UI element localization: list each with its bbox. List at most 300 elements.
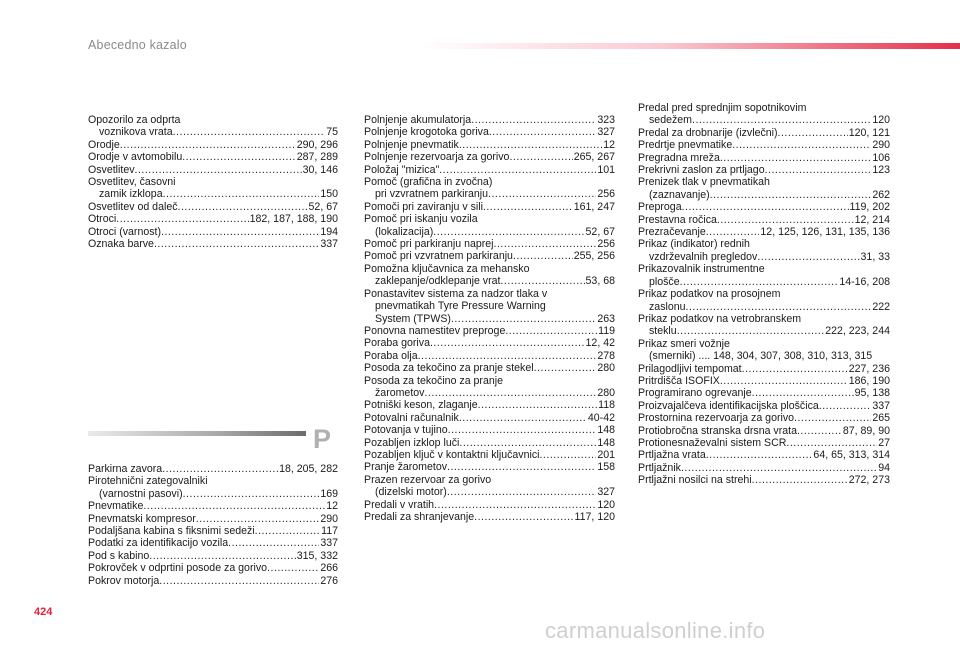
index-entry-line	[88, 575, 338, 587]
dot-leader	[459, 412, 587, 424]
index-entry	[88, 139, 338, 151]
index-entry-pages: 194	[320, 225, 338, 238]
index-entry-pages: 12	[603, 138, 615, 151]
index-entry-line	[364, 164, 615, 176]
index-entry-line	[364, 511, 615, 523]
index-entry-pages: 117	[321, 525, 338, 538]
index-entry	[638, 139, 890, 151]
index-entry-term: Pod s kabino	[88, 549, 150, 562]
index-entry	[364, 288, 615, 325]
index-entry-pages: 186, 190	[848, 374, 890, 387]
index-entry-line	[638, 214, 890, 226]
index-column-o-entries	[88, 114, 338, 250]
index-entry-continuation	[88, 126, 338, 138]
index-entry	[364, 126, 615, 138]
index-column-p-entries	[88, 463, 338, 587]
index-entry-pages: 150	[320, 188, 338, 201]
index-entry-term: Opozorilo za odprta	[88, 114, 181, 126]
index-entry-line	[364, 449, 615, 461]
index-entry-pages: 227, 236	[848, 362, 890, 375]
index-column-middle	[364, 114, 615, 523]
index-entry	[638, 363, 890, 375]
index-entry-line	[88, 525, 338, 537]
index-entry-line	[364, 474, 615, 486]
index-entry-line	[364, 437, 615, 449]
index-entry-pages: 14-16, 208	[839, 275, 890, 288]
index-entry-continuation	[88, 488, 338, 500]
index-entry-line	[364, 461, 615, 473]
dot-leader	[178, 201, 308, 213]
index-entry-term: Osvetlitev od daleč	[88, 200, 178, 213]
index-entry-pages: 12, 42	[585, 337, 615, 350]
index-entry	[364, 350, 615, 362]
index-entry	[88, 114, 338, 139]
index-entry	[638, 201, 890, 213]
index-entry-term: Podatki za identifikacijo vozila	[88, 537, 229, 550]
dot-leader	[752, 387, 854, 399]
index-entry-term: Parkirna zavora	[88, 463, 163, 475]
index-entry	[88, 238, 338, 250]
watermark-text: carmanualsonline.info	[545, 618, 766, 643]
dot-leader	[765, 164, 872, 176]
index-entry-line	[88, 176, 338, 188]
index-entry	[88, 500, 338, 512]
index-entry-pages: 94	[878, 461, 890, 474]
index-entry-term: Polnjenje akumulatorja	[364, 114, 472, 126]
index-entry	[364, 337, 615, 349]
index-entry-line	[638, 425, 890, 437]
dot-leader	[706, 226, 760, 238]
dot-leader	[447, 486, 596, 498]
index-entry-line	[88, 463, 338, 475]
dot-leader	[183, 488, 320, 500]
dot-leader	[539, 449, 596, 461]
index-entry-line	[364, 250, 615, 262]
index-entry-continuation	[364, 486, 615, 498]
index-entry-pages: 276	[320, 574, 338, 587]
index-entry-line	[364, 213, 615, 225]
index-entry-term: Potniški keson, zlaganje	[364, 399, 478, 412]
index-entry-term: (dizelski motor)	[375, 486, 447, 499]
index-entry-term: Osvetlitev	[88, 163, 135, 176]
index-entry-pages: 327	[597, 486, 615, 499]
index-entry	[88, 151, 338, 163]
index-entry-pages: 31, 33	[860, 250, 890, 263]
index-entry-continuation	[638, 350, 890, 362]
index-entry-line	[88, 114, 338, 126]
index-entry-pages: 30, 146	[302, 163, 338, 176]
index-entry	[638, 338, 890, 363]
index-entry	[638, 288, 890, 313]
index-entry	[364, 474, 615, 499]
index-entry-continuation	[638, 301, 890, 313]
index-entry-term: Predal za drobnarije (izvlečni)	[638, 126, 778, 139]
index-entry	[364, 511, 615, 523]
dot-leader	[447, 461, 596, 473]
index-entry-pages: 106	[872, 151, 890, 164]
index-entry-line	[364, 201, 615, 213]
index-entry	[364, 412, 615, 424]
index-entry-line	[638, 176, 890, 188]
index-entry-term: Prtljažna vrata	[638, 449, 706, 462]
index-entry-continuation	[364, 313, 615, 325]
index-entry-pages: 265	[872, 412, 890, 425]
index-entry-term: pri vzvratnem parkiranju	[375, 188, 489, 201]
index-entry-line	[638, 263, 890, 275]
index-entry-term: Proizvajalčeva identifikacijska ploščica	[638, 399, 819, 412]
index-entry-line	[638, 102, 890, 114]
index-entry	[638, 152, 890, 164]
index-entry	[88, 537, 338, 549]
index-entry-pages: 290, 296	[296, 138, 338, 151]
dot-leader	[459, 437, 596, 449]
index-entry-pages: 337	[872, 399, 890, 412]
index-entry-pages: 158	[597, 461, 615, 474]
index-entry-pages: 148	[597, 424, 615, 437]
index-entry-term: Otroci	[88, 213, 117, 226]
index-entry	[364, 164, 615, 176]
dot-leader	[797, 425, 842, 437]
index-entry-term: Predrtje pnevmatike	[638, 139, 733, 152]
index-entry-pages: 327	[597, 126, 615, 139]
index-entry-term: plošče	[649, 275, 680, 288]
dot-leader	[682, 201, 849, 213]
index-entry-pages: 52, 67	[585, 225, 615, 238]
index-entry-term: (varnostni pasovi)	[99, 487, 183, 500]
index-entry-term: Prilagodljivi tempomat	[638, 362, 742, 375]
index-entry-term: Pirotehnični zategovalniki	[88, 475, 208, 488]
index-entry-term: Pomožna ključavnica za mehansko	[364, 262, 530, 275]
index-entry-line	[638, 201, 890, 213]
index-entry-pages: 27	[878, 436, 890, 449]
dot-leader	[451, 313, 596, 325]
index-entry-pages: 290	[320, 512, 338, 525]
index-entry-continuation	[364, 387, 615, 399]
index-entry-continuation	[88, 188, 338, 200]
index-entry	[364, 499, 615, 511]
index-entry-pages: 161, 247	[573, 200, 615, 213]
index-entry-continuation	[638, 325, 890, 337]
dot-leader	[448, 424, 597, 436]
dot-leader	[681, 462, 877, 474]
index-entry-line	[88, 201, 338, 213]
index-entry-pages: 266	[320, 562, 338, 575]
index-entry-term: Orodje v avtomobilu	[88, 151, 183, 164]
index-entry	[364, 325, 615, 337]
index-entry	[364, 201, 615, 213]
index-entry-term: Prtljažnik	[638, 461, 681, 474]
index-entry-term: sedežem	[649, 114, 692, 127]
index-entry-term: Pomoči pri zaviranju v sili	[364, 200, 483, 213]
index-entry-pages: 117, 120	[574, 511, 615, 523]
index-entry-pages: 280	[597, 362, 615, 375]
index-entry	[364, 151, 615, 163]
index-entry-pages: 12, 214	[854, 213, 890, 226]
index-entry-term: vzdrževalnih pregledov	[649, 250, 758, 263]
index-entry-term: (smerniki) .... 148, 304, 307, 308, 310, 313, 315	[649, 350, 873, 363]
index-entry-line	[638, 437, 890, 449]
dot-leader	[163, 188, 320, 200]
dot-leader	[433, 226, 584, 238]
index-entry-line	[364, 176, 615, 188]
index-entry-term: Potovalni računalnik	[364, 411, 459, 424]
index-entry-line	[88, 550, 338, 562]
index-entry	[638, 462, 890, 474]
header-accent-bar	[420, 43, 960, 49]
index-entry	[364, 250, 615, 262]
index-entry	[364, 114, 615, 126]
index-entry-pages: 256	[597, 188, 615, 201]
dot-leader	[488, 188, 596, 200]
letter-divider-bar	[88, 431, 306, 436]
index-entry-line	[638, 127, 890, 139]
index-entry-term: Protiobročna stranska drsna vrata	[638, 424, 797, 437]
index-entry-term: Polnjenje krogotoka goriva	[364, 126, 489, 139]
dot-leader	[732, 139, 871, 151]
dot-leader	[710, 189, 872, 201]
index-entry-term: Prenizek tlak v pnevmatikah	[638, 176, 770, 189]
dot-leader	[424, 387, 596, 399]
index-entry-line	[88, 139, 338, 151]
dot-leader	[757, 251, 859, 263]
index-entry-pages: 265, 267	[573, 151, 615, 164]
index-entry-pages: 222	[872, 300, 890, 313]
index-entry-line	[638, 462, 890, 474]
index-entry-term: Pokrov motorja	[88, 574, 160, 587]
index-entry-term: Otroci (varnost)	[88, 225, 161, 238]
index-entry-term: Pomoč (grafična in zvočna)	[364, 176, 493, 189]
index-entry-line	[638, 338, 890, 350]
index-entry-term: Preproga	[638, 201, 682, 214]
index-entry	[638, 412, 890, 424]
index-entry-pages: 201	[597, 448, 615, 461]
index-entry	[638, 238, 890, 263]
dot-leader	[459, 139, 602, 151]
index-entry-term: (zaznavanje)	[649, 188, 710, 201]
dot-leader	[439, 164, 596, 176]
index-entry-line	[638, 139, 890, 151]
dot-leader	[534, 362, 597, 374]
index-entry-pages: 119, 202	[849, 201, 890, 214]
index-entry-pages: 272, 273	[848, 474, 890, 487]
dot-leader	[752, 474, 848, 486]
index-entry-line	[364, 362, 615, 374]
index-entry-continuation	[364, 300, 615, 312]
index-entry-line	[364, 288, 615, 300]
index-entry	[638, 102, 890, 127]
dot-leader	[478, 399, 597, 411]
index-entry-pages: 148	[597, 436, 615, 449]
index-entry	[364, 238, 615, 250]
dot-leader	[794, 412, 871, 424]
index-entry-term: System (TPWS)	[375, 312, 451, 325]
dot-leader	[182, 151, 296, 163]
index-entry-term: Potovanja v tujino	[364, 424, 448, 437]
index-entry-line	[88, 164, 338, 176]
index-entry	[638, 387, 890, 399]
index-entry-term: Pomoč pri parkiranju naprej	[364, 238, 494, 251]
index-entry-pages: 337	[320, 238, 338, 251]
index-entry-term: Prikaz podatkov na prosojnem	[638, 288, 781, 301]
dot-leader	[720, 375, 848, 387]
dot-leader	[513, 250, 573, 262]
dot-leader	[149, 550, 295, 562]
dot-leader	[717, 214, 854, 226]
index-entry-term: Posoda za tekočino za pranje	[364, 374, 503, 387]
dot-leader	[489, 126, 596, 138]
dot-leader	[778, 127, 848, 139]
index-entry-term: zaslonu	[649, 300, 686, 313]
index-entry-term: Prtljažni nosilci na strehi	[638, 474, 752, 487]
index-entry	[88, 525, 338, 537]
index-entry-line	[638, 474, 890, 486]
index-entry-line	[88, 562, 338, 574]
index-entry-term: Prikaz (indikator) rednih	[638, 238, 750, 251]
index-entry-line	[88, 226, 338, 238]
index-entry	[638, 164, 890, 176]
index-entry-term: zamik izklopa	[99, 188, 163, 201]
index-entry-line	[364, 263, 615, 275]
dot-leader	[196, 513, 320, 525]
index-entry-term: voznikova vrata	[99, 126, 173, 139]
index-entry-pages: 120, 121	[848, 126, 890, 139]
index-entry	[364, 449, 615, 461]
index-entry	[364, 139, 615, 151]
index-entry-term: Pnevmatike	[88, 500, 144, 513]
index-entry-term: Položaj "mizica"	[364, 163, 440, 176]
index-entry-continuation	[364, 188, 615, 200]
index-entry-term: Predali za shranjevanje	[364, 511, 475, 523]
index-entry-pages: 119	[598, 324, 615, 337]
index-entry-line	[364, 126, 615, 138]
index-entry-continuation	[638, 189, 890, 201]
index-entry-pages: 169	[320, 487, 338, 500]
index-entry-pages: 120	[597, 498, 615, 511]
index-entry	[88, 475, 338, 500]
index-entry-pages: 87, 89, 90	[842, 424, 890, 437]
index-entry-line	[364, 337, 615, 349]
dot-leader	[819, 400, 872, 412]
index-entry-term: Pranje žarometov	[364, 461, 448, 474]
index-entry	[638, 437, 890, 449]
index-entry-continuation	[364, 226, 615, 238]
index-entry-pages: 337	[320, 537, 338, 550]
index-entry-term: žarometov	[375, 386, 425, 399]
index-entry-pages: 256	[597, 238, 615, 251]
dot-leader	[120, 139, 296, 151]
index-entry-term: Pnevmatski kompresor	[88, 512, 196, 525]
index-entry-line	[364, 114, 615, 126]
index-entry-pages: 120	[872, 114, 890, 127]
index-entry-pages: 95, 138	[854, 387, 890, 400]
index-entry-line	[638, 288, 890, 300]
index-entry	[364, 437, 615, 449]
index-entry-pages: 118	[598, 399, 615, 412]
index-entry-term: Oznaka barve	[88, 238, 154, 251]
index-entry-line	[88, 213, 338, 225]
index-entry-line	[638, 226, 890, 238]
dot-leader	[418, 350, 597, 362]
index-entry-pages: 75	[326, 126, 338, 139]
dot-leader	[154, 238, 319, 250]
index-entry-pages: 12, 125, 126, 131, 135, 136	[760, 226, 890, 239]
index-entry-pages: 315, 332	[296, 549, 338, 562]
section-letter-p: P	[313, 424, 332, 454]
dot-leader	[159, 575, 319, 587]
index-entry-term: Prikazovalnik instrumentne	[638, 263, 765, 276]
index-entry-pages: 280	[597, 386, 615, 399]
index-entry-line	[638, 412, 890, 424]
index-entry-continuation	[364, 275, 615, 287]
dot-leader	[692, 114, 871, 126]
index-entry	[638, 176, 890, 201]
index-entry-term: Ponastavitev sistema za nadzor tlaka v	[364, 287, 548, 300]
index-entry-term: Prezračevanje	[638, 226, 706, 239]
index-entry	[364, 375, 615, 400]
index-entry-term: Pozabljen ključ v kontaktni ključavnici	[364, 448, 540, 461]
dot-leader	[494, 238, 597, 250]
index-entry-pages: 323	[597, 114, 615, 126]
index-entry	[638, 375, 890, 387]
dot-leader	[267, 562, 319, 574]
dot-leader	[434, 499, 596, 511]
index-entry-line	[364, 238, 615, 250]
index-entry	[364, 424, 615, 436]
index-entry	[638, 313, 890, 338]
dot-leader	[143, 500, 325, 512]
index-entry-pages: 287, 289	[296, 151, 338, 164]
index-entry-term: Prekrivni zaslon za prtljago	[638, 164, 765, 177]
index-entry	[88, 550, 338, 562]
index-entry-line	[638, 164, 890, 176]
index-entry-pages: 64, 65, 313, 314	[813, 449, 890, 462]
dot-leader	[161, 226, 319, 238]
dot-leader	[686, 301, 872, 313]
dot-leader	[500, 275, 584, 287]
index-entry-line	[88, 238, 338, 250]
index-entry-continuation	[638, 276, 890, 288]
index-entry-line	[88, 475, 338, 487]
index-entry	[638, 449, 890, 461]
index-entry-term: Osvetlitev, časovni	[88, 176, 176, 189]
index-entry	[88, 513, 338, 525]
index-entry-line	[88, 500, 338, 512]
index-entry-pages: 290	[872, 139, 890, 152]
index-entry-line	[638, 449, 890, 461]
index-entry-line	[88, 513, 338, 525]
index-entry-term: Prazen rezervoar za gorivo	[364, 473, 492, 486]
index-entry-line	[364, 325, 615, 337]
index-entry-term: Orodje	[88, 138, 120, 151]
index-entry-term: Prostornina rezervoarja za gorivo	[638, 412, 795, 425]
index-entry-line	[364, 139, 615, 151]
index-entry-term: Poraba goriva	[364, 337, 430, 350]
index-entry-line	[638, 313, 890, 325]
dot-leader	[173, 126, 326, 138]
dot-leader	[786, 437, 877, 449]
index-entry	[364, 362, 615, 374]
index-entry	[638, 400, 890, 412]
index-entry-continuation	[638, 251, 890, 263]
index-entry-term: Polnjenje rezervoarja za gorivo	[364, 151, 510, 164]
index-entry-pages: 278	[597, 349, 615, 362]
index-entry	[88, 201, 338, 213]
index-entry-term: zaklepanje/odklepanje vrat	[375, 275, 501, 288]
index-entry-line	[638, 152, 890, 164]
dot-leader	[116, 213, 248, 225]
index-entry-term: Podaljšana kabina s fiksnimi sedeži	[88, 525, 255, 538]
dot-leader	[509, 151, 572, 163]
